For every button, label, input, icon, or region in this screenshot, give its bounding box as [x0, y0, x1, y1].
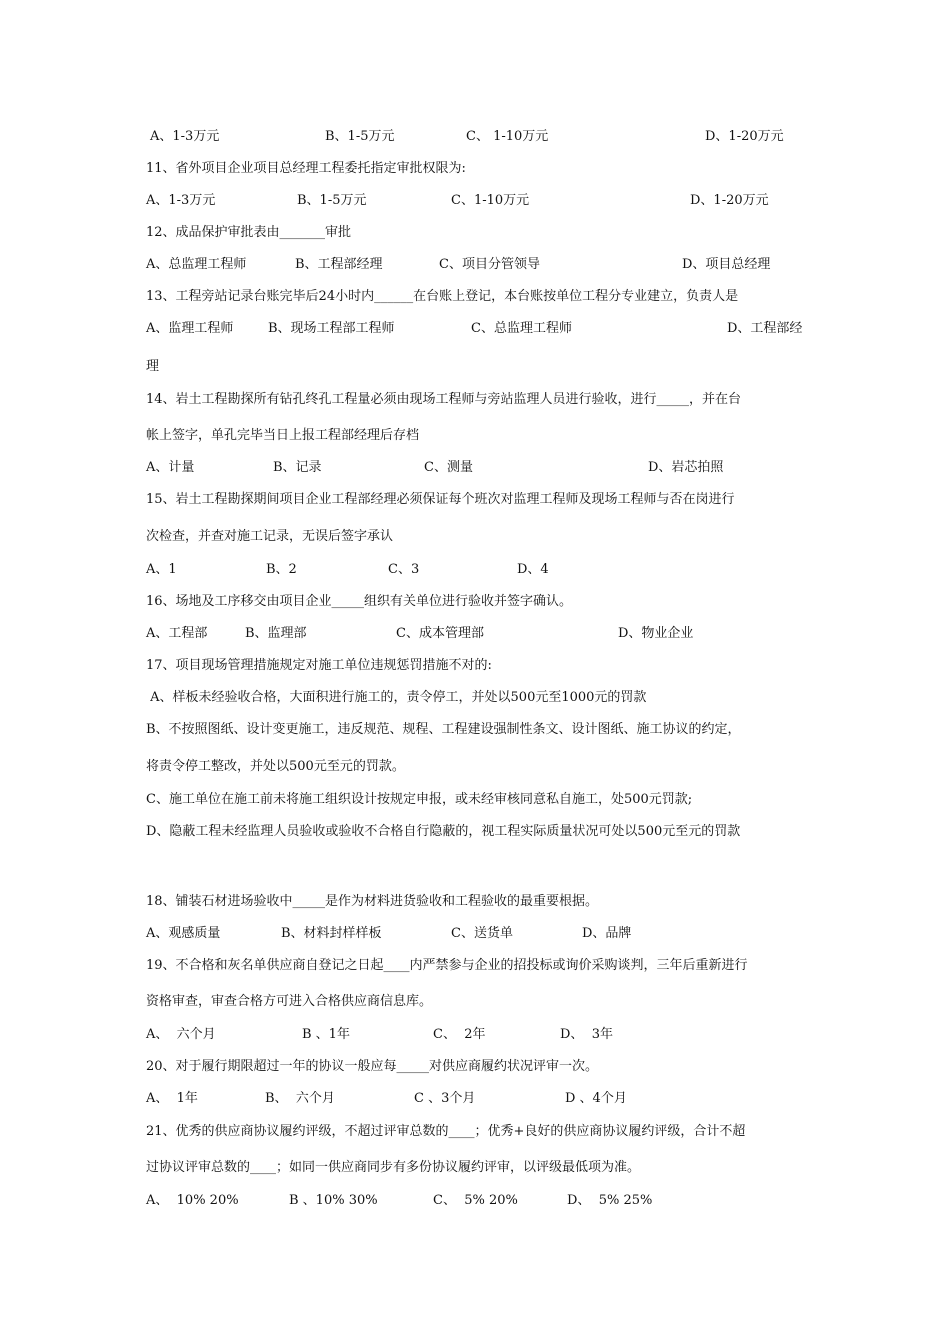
q21-option-d: D、 5% 25% [567, 1193, 653, 1208]
q15-text-line2: 次检查，并查对施工记录，无误后签字承认 [146, 529, 394, 544]
q12-text: 12、成品保护审批表由_______审批 [146, 225, 352, 240]
q15-text-line1: 15、岩土工程勘探期间项目企业工程部经理必须保证每个班次对监理工程师及现场工程师与否在岗进行 [146, 492, 735, 507]
q15-option-c: C、3 [388, 562, 420, 577]
q16-option-c: C、成本管理部 [396, 626, 484, 641]
q19-option-c: C、 2年 [433, 1027, 486, 1042]
q11-text: 11、省外项目企业项目总经理工程委托指定审批权限为: [146, 161, 466, 176]
q21-option-c: C、 5% 20% [433, 1193, 518, 1208]
q19-option-b: B 、1年 [302, 1027, 350, 1042]
q14-option-a: A、计量 [146, 460, 195, 475]
q11-option-d: D、1-20万元 [690, 193, 769, 208]
q11-option-c: C、1-10万元 [451, 193, 530, 208]
q21-text-line1: 21、优秀的供应商协议履约评级，不超过评审总数的____；优秀+良好的供应商协议履约评级，合计不超 [146, 1124, 746, 1139]
q13-option-c: C、总监理工程师 [471, 321, 572, 336]
q12-option-b: B、工程部经理 [295, 257, 383, 272]
q19-text-line2: 资格审查，审查合格方可进入合格供应商信息库。 [146, 994, 433, 1009]
q19-option-d: D、 3年 [560, 1027, 613, 1042]
q18-option-b: B、材料封样样板 [281, 926, 382, 941]
q21-text-line2: 过协议评审总数的____；如同一供应商同步有多份协议履约评审，以评级最低项为准。 [146, 1160, 641, 1175]
q10-option-b: B、1-5万元 [325, 129, 395, 144]
q13-option-a: A、监理工程师 [146, 321, 234, 336]
q20-option-a: A、 1年 [146, 1091, 198, 1106]
q13-option-b: B、现场工程部工程师 [268, 321, 395, 336]
q18-option-a: A、观感质量 [146, 926, 221, 941]
q15-option-a: A、1 [146, 562, 177, 577]
q17-option-a: A、样板未经验收合格，大面积进行施工的，责令停工，并处以500元至1000元的罚款 [146, 690, 647, 705]
q20-option-b: B、 六个月 [265, 1091, 335, 1106]
q16-text: 16、场地及工序移交由项目企业_____组织有关单位进行验收并签字确认。 [146, 594, 573, 609]
q12-option-a: A、总监理工程师 [146, 257, 247, 272]
q13-text: 13、工程旁站记录台账完毕后24小时内______在台账上登记，本台账按单位工程分专业建立，负责人是 [146, 289, 739, 304]
q20-option-c: C 、3个月 [414, 1091, 476, 1106]
q17-text: 17、项目现场管理措施规定对施工单位违规惩罚措施不对的: [146, 658, 492, 673]
q17-option-c: C、施工单位在施工前未将施工组织设计按规定申报，或未经审核同意私自施工，处500元罚款; [146, 792, 693, 807]
q14-option-c: C、测量 [424, 460, 473, 475]
q16-option-d: D、物业企业 [618, 626, 694, 641]
q10-option-c: C、 1-10万元 [466, 129, 549, 144]
q16-option-b: B、监理部 [245, 626, 307, 641]
q12-option-d: D、项目总经理 [682, 257, 771, 272]
q14-option-d: D、岩芯拍照 [648, 460, 724, 475]
q13-option-wrap: 理 [146, 359, 160, 374]
q15-option-b: B、2 [266, 562, 297, 577]
q14-text-line2: 帐上签字，单孔完毕当日上报工程部经理后存档 [146, 428, 420, 443]
q21-option-a: A、 10% 20% [146, 1193, 239, 1208]
q17-option-d: D、隐蔽工程未经监理人员验收或验收不合格自行隐蔽的，视工程实际质量状况可处以500元至元的罚款 [146, 824, 741, 839]
q18-option-c: C、送货单 [451, 926, 513, 941]
q17-option-b-line1: B、不按照图纸、设计变更施工，违反规范、规程、工程建设强制性条文、设计图纸、施工协议的约定， [146, 722, 741, 737]
q14-option-b: B、记录 [273, 460, 322, 475]
q16-option-a: A、工程部 [146, 626, 208, 641]
q18-text: 18、铺装石材进场验收中_____是作为材料进货验收和工程验收的最重要根据。 [146, 894, 599, 909]
q18-option-d: D、品牌 [582, 926, 632, 941]
q11-option-a: A、1-3万元 [146, 193, 216, 208]
q19-text-line1: 19、不合格和灰名单供应商自登记之日起____内严禁参与企业的招投标或询价采购谈判，三年后重新进行 [146, 958, 748, 973]
q14-text-line1: 14、岩土工程勘探所有钻孔终孔工程量必须由现场工程师与旁站监理人员进行验收，进行_____，并在台 [146, 392, 742, 407]
q17-option-b-line2: 将责令停工整改，并处以500元至元的罚款。 [146, 759, 405, 774]
q19-option-a: A、 六个月 [146, 1027, 216, 1042]
q20-text: 20、对于履行期限超过一年的协议一般应每_____对供应商履约状况评审一次。 [146, 1059, 599, 1074]
q20-option-d: D 、4个月 [565, 1091, 627, 1106]
q11-option-b: B、1-5万元 [297, 193, 367, 208]
q10-option-d: D、1-20万元 [705, 129, 784, 144]
q12-option-c: C、项目分管领导 [439, 257, 540, 272]
q21-option-b: B 、10% 30% [289, 1193, 378, 1208]
q10-option-a: A、1-3万元 [150, 129, 220, 144]
q15-option-d: D、4 [517, 562, 549, 577]
q13-option-d: D、工程部经 [727, 321, 803, 336]
